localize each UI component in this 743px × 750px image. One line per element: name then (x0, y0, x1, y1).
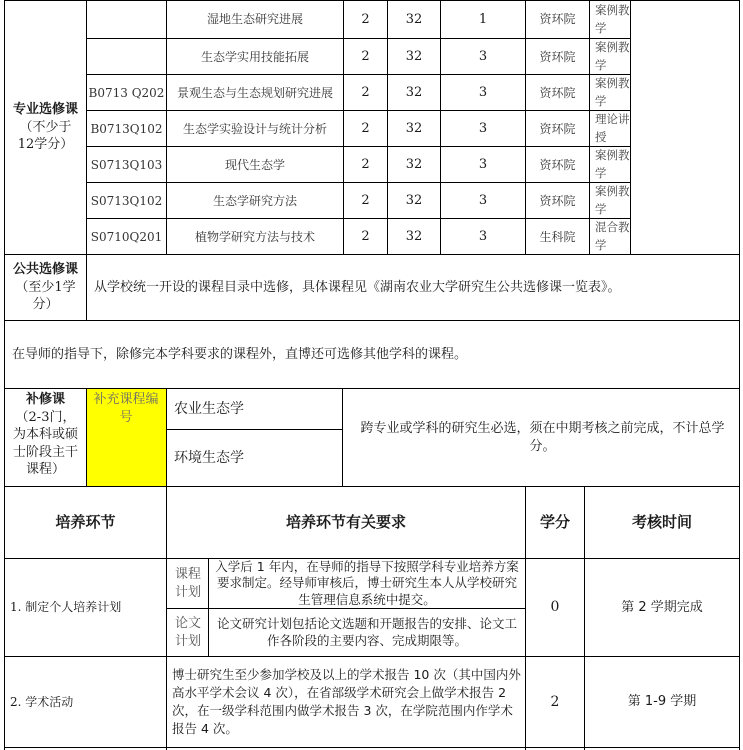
electives-section-label (5, 1, 86, 254)
course-term: 3 (478, 193, 488, 209)
course-hours: 32 (405, 193, 423, 209)
training-credit-1: 0 (550, 599, 560, 616)
remedial-course-1: 农业生态学 (174, 400, 244, 417)
course-method: 混合教学 (595, 220, 630, 252)
course-dept: 资环院 (539, 12, 576, 27)
course-code: B0713 Q202 (88, 85, 165, 100)
course-hours: 32 (405, 121, 423, 137)
course-hours: 32 (405, 85, 423, 101)
course-credit: 2 (361, 121, 370, 137)
training-item-2: 2. 学术活动 (10, 694, 74, 709)
public-elective-text: 从学校统一开设的课程目录中选修，具体课程见《湖南农业大学研究生公共选修课一览表》。 (94, 279, 621, 295)
course-dept: 资环院 (539, 157, 576, 172)
course-method: 案例教学 (595, 76, 630, 108)
training-time-2: 第 1-9 学期 (627, 694, 697, 710)
remedial-requirement: 跨专业或学科的研究生必选，须在中期考核之前完成，不计总学分。 (360, 420, 725, 454)
course-name: 景观生态与生态规划研究进展 (176, 85, 333, 100)
public-elective-title: 公共选修课 (12, 262, 78, 277)
course-term: 3 (478, 121, 488, 137)
course-method: 理论讲授 (595, 112, 630, 144)
course-code: S0713Q102 (90, 193, 163, 208)
course-term: 3 (478, 229, 488, 245)
header-credit: 学分 (539, 513, 570, 532)
course-code (87, 39, 166, 75)
public-elective-note: （至少1学分） (15, 279, 76, 313)
course-term: 3 (478, 49, 488, 65)
course-name: 生态学实验设计与统计分析 (182, 121, 327, 136)
training-time-1: 第 2 学期完成 (621, 599, 703, 615)
course-method: 案例教学 (595, 40, 630, 72)
course-dept: 资环院 (539, 49, 576, 64)
remedial-course-2: 环境生态学 (174, 449, 244, 466)
course-hours: 32 (405, 11, 423, 27)
course-credit: 2 (361, 49, 370, 65)
course-credit: 2 (361, 157, 370, 173)
remedial-code-label: 补充课程编号 (93, 392, 159, 425)
course-term: 3 (478, 85, 488, 101)
thesis-plan-label: 论文计划 (174, 615, 201, 649)
course-name: 生态学研究方法 (212, 193, 297, 208)
course-code: S0710Q201 (90, 229, 163, 244)
course-method: 案例教学 (595, 148, 630, 180)
course-code: B0713Q102 (90, 121, 163, 136)
note-row-text: 在导师的指导下，除修完本学科要求的课程外，直博还可选修其他学科的课程。 (12, 346, 468, 362)
course-hours: 32 (405, 157, 423, 173)
electives-section-title: 专业选修课 (13, 102, 79, 118)
header-assessment-time: 考核时间 (631, 513, 692, 532)
course-name: 现代生态学 (224, 157, 285, 172)
course-credit: 2 (361, 11, 370, 27)
header-training-requirements: 培养环节有关要求 (285, 513, 406, 532)
course-term: 3 (478, 157, 488, 173)
course-dept: 资环院 (539, 193, 576, 208)
course-credit: 2 (361, 193, 370, 209)
remedial-title: 补修课 (25, 392, 65, 407)
course-dept: 资环院 (539, 121, 576, 136)
course-plan-label: 课程计划 (174, 566, 201, 600)
thesis-plan-text: 论文研究计划包括论文选题和开题报告的安排、论文工作各阶段的主要内容、完成期限等。 (216, 616, 517, 648)
course-term: 1 (478, 11, 488, 27)
course-credit: 2 (361, 85, 370, 101)
training-item-1: 1. 制定个人培养计划 (10, 600, 122, 615)
electives-section-note: （不少于12学分） (17, 119, 74, 153)
course-name: 生态学实用技能拓展 (200, 49, 309, 64)
course-method: 案例教学 (595, 2, 630, 35)
course-name: 湿地生态研究进展 (206, 12, 303, 27)
remedial-note: （2-3门，为本科或硕士阶段主干课程） (13, 409, 79, 478)
training-credit-2: 2 (550, 693, 560, 710)
header-training-item: 培养环节 (55, 513, 116, 532)
course-method: 案例教学 (595, 184, 630, 216)
remedial-label (5, 389, 86, 486)
course-name: 植物学研究方法与技术 (194, 229, 315, 244)
course-plan-text: 入学后 1 年内，在导师的指导下按照学科专业培养方案要求制定。经导师审核后，博士研究生本人从学校研究生管理信息系统中提交。 (215, 559, 519, 607)
public-elective-label (5, 255, 86, 320)
academic-activity-text: 博士研究生至少参加学校及以上的学术报告 10 次（其中国内外高水平学术会议 4 次），在省部级学术研究会上做学术报告 2 次，在一级学科范围内做学术报告 3 次，在学院范围内作学术报告 4 次。 (172, 666, 521, 737)
course-hours: 32 (405, 229, 423, 245)
course-credit: 2 (361, 229, 370, 245)
course-hours: 32 (405, 49, 423, 65)
course-code: S0713Q103 (90, 157, 163, 172)
course-code (87, 1, 166, 38)
course-dept: 生科院 (539, 229, 576, 244)
course-dept: 资环院 (539, 85, 576, 100)
